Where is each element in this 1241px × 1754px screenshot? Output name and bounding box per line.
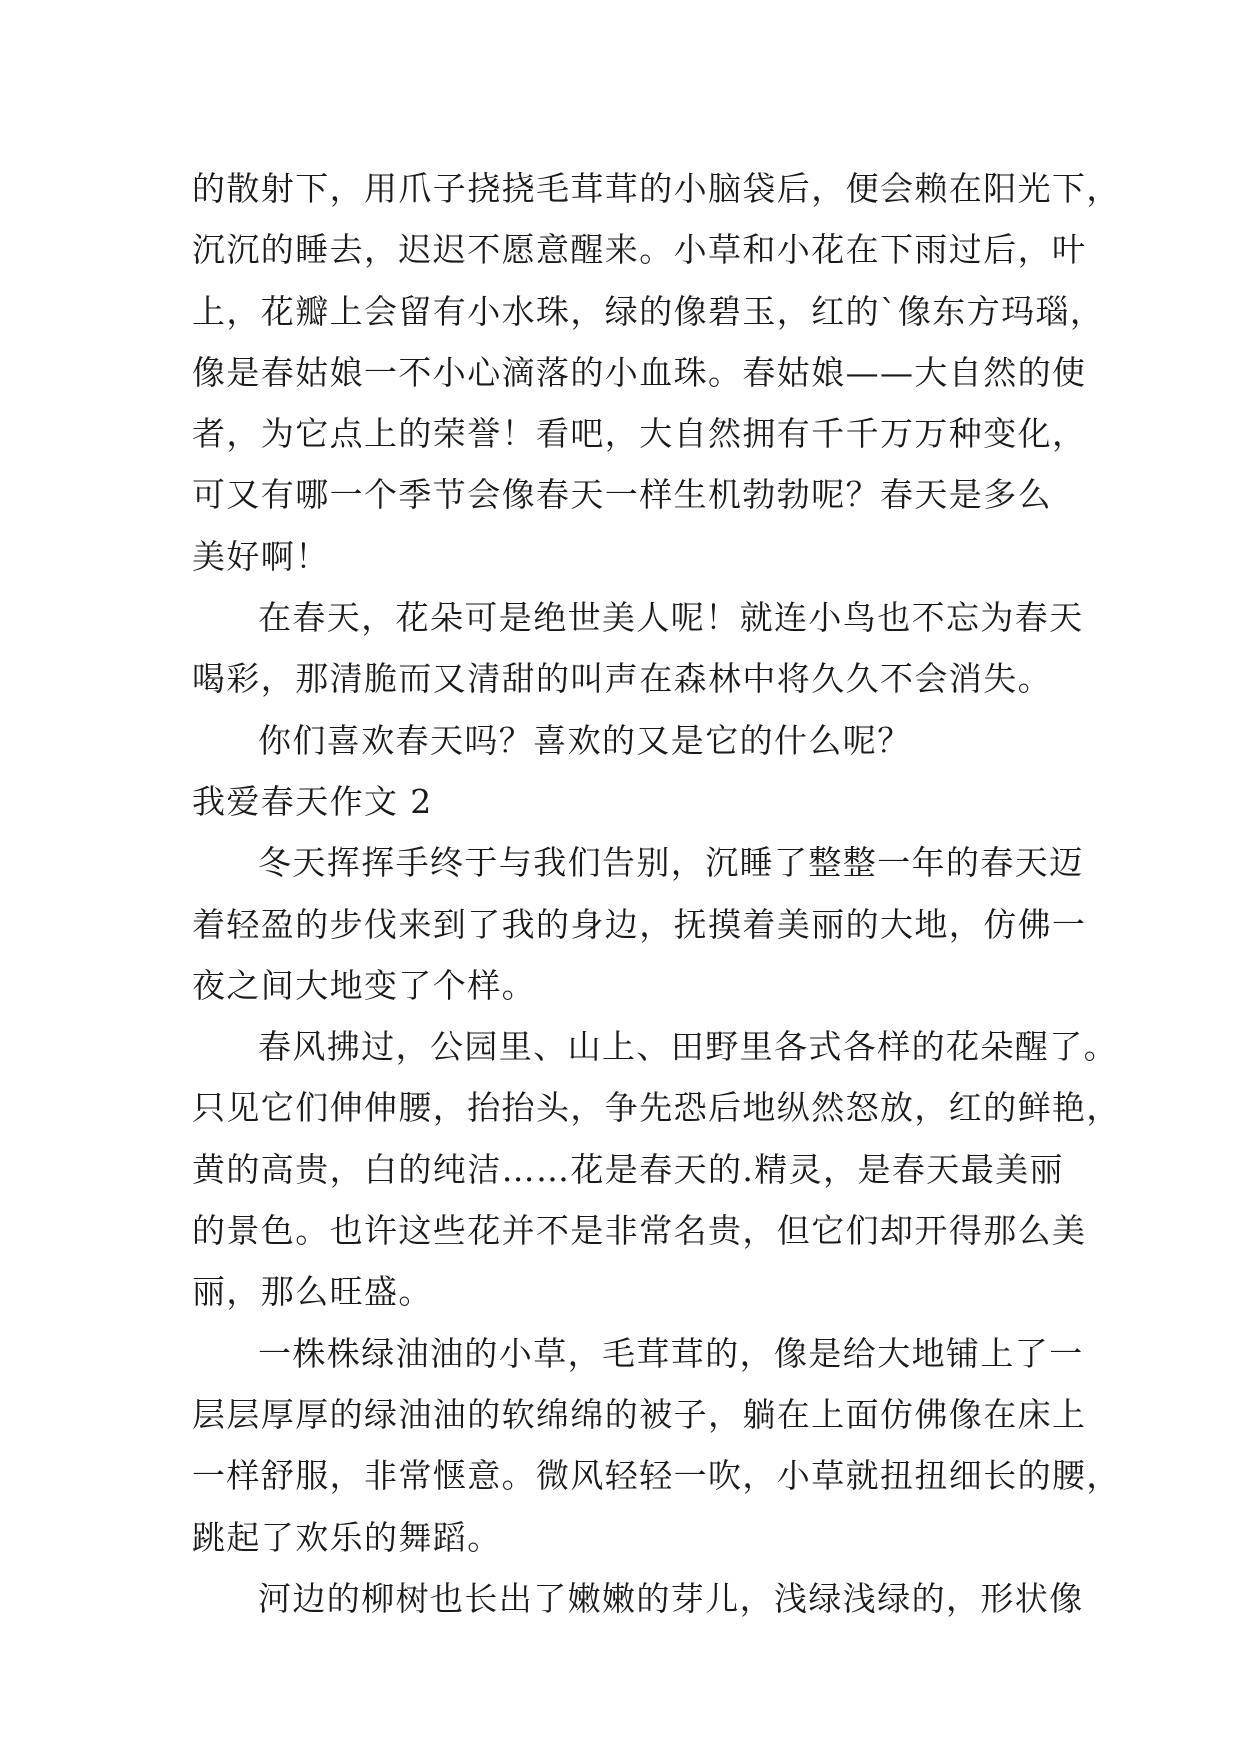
text-line: 跳起了欢乐的舞蹈。 <box>192 1517 502 1557</box>
text-line: 丽，那么旺盛。 <box>192 1272 433 1312</box>
text-line: 春风拂过，公园里、山上、田野里各式各样的花朵醒了。 <box>258 1027 1118 1067</box>
text-line: 冬天挥挥手终于与我们告别，沉睡了整整一年的春天迈 <box>258 843 1084 883</box>
text-line: 你们喜欢春天吗？喜欢的又是它的什么呢？ <box>258 720 912 760</box>
text-line: 沉沉的睡去，迟迟不愿意醒来。小草和小花在下雨过后，叶 <box>192 230 1087 270</box>
text-line: 可又有哪一个季节会像春天一样生机勃勃呢？春天是多么 <box>192 475 1052 515</box>
text-line: 美好啊！ <box>192 536 330 576</box>
section-heading: 我爱春天作文 2 <box>192 781 433 821</box>
text-line: 夜之间大地变了个样。 <box>192 965 536 1005</box>
text-line: 在春天，花朵可是绝世美人呢！就连小鸟也不忘为春天 <box>258 598 1084 638</box>
text-line: 只见它们伸伸腰，抬抬头，争先恐后地纵然怒放，红的鲜艳， <box>192 1088 1121 1128</box>
text-line: 者，为它点上的荣誉！看吧，大自然拥有千千万万种变化， <box>192 414 1087 454</box>
text-line: 喝彩，那清脆而又清甜的叫声在森林中将久久不会消失。 <box>192 659 1052 699</box>
text-line: 的散射下，用爪子挠挠毛茸茸的小脑袋后，便会赖在阳光下， <box>192 169 1121 208</box>
text-line: 一株株绿油油的小草，毛茸茸的，像是给大地铺上了一 <box>258 1333 1084 1373</box>
text-line: 一样舒服，非常惬意。微风轻轻一吹，小草就扭扭细长的腰， <box>192 1456 1121 1496</box>
text-line: 层层厚厚的绿油油的软绵绵的被子，躺在上面仿佛像在床上 <box>192 1394 1087 1434</box>
text-line: 黄的高贵，白的纯洁……花是春天的.精灵，是春天最美丽 <box>192 1149 1064 1189</box>
text-line: 着轻盈的步伐来到了我的身边，抚摸着美丽的大地，仿佛一 <box>192 904 1087 944</box>
text-line: 的景色。也许这些花并不是非常名贵，但它们却开得那么美 <box>192 1211 1087 1251</box>
text-line: 上，花瓣上会留有小水珠，绿的像碧玉，红的`像东方玛瑙， <box>192 291 1105 331</box>
text-line: 像是春姑娘一不小心滴落的小血珠。春姑娘——大自然的使 <box>192 352 1087 392</box>
text-line: 河边的柳树也长出了嫩嫩的芽儿，浅绿浅绿的，形状像 <box>258 1578 1084 1618</box>
document-body <box>192 158 1121 1629</box>
